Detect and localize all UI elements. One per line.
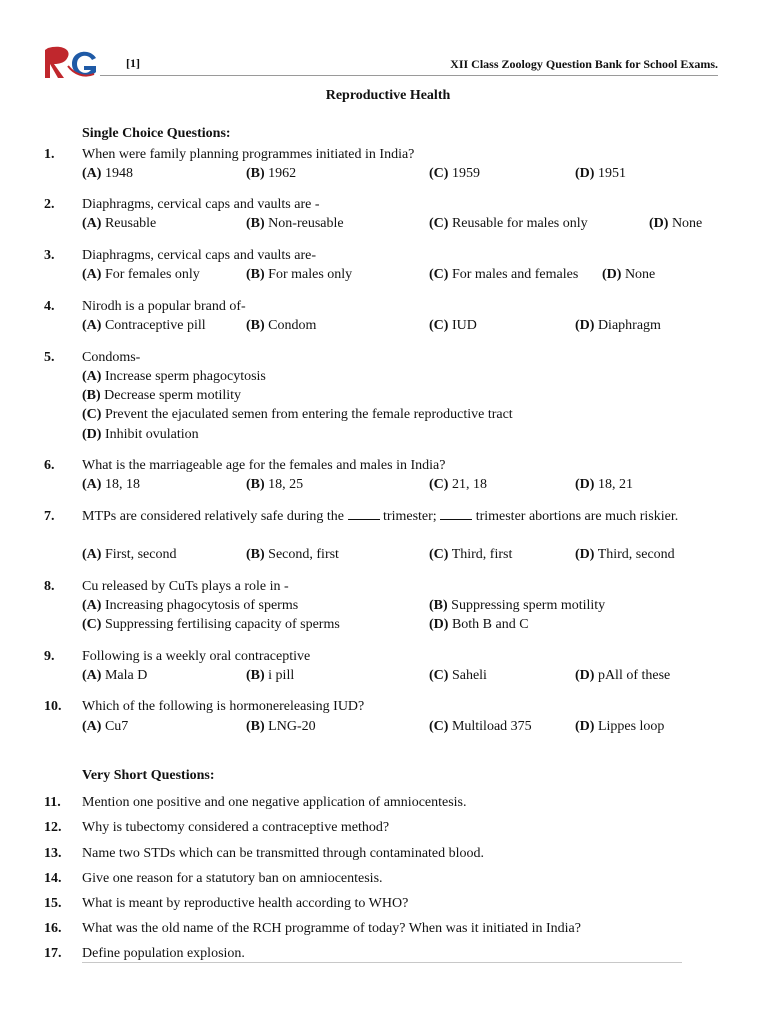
- options-row: [82, 615, 742, 634]
- option-d: (D) Lippes loop: [575, 719, 665, 734]
- option-d: (D) pAll of these: [575, 668, 671, 683]
- option-a: (A) Increasing phagocytosis of sperms: [82, 598, 299, 613]
- question-text: Mention one positive and one negative application of amniocentesis.: [82, 795, 467, 810]
- brand-logo: [44, 44, 102, 84]
- question-text: Which of the following is hormonereleasing IUD?: [82, 699, 365, 714]
- option-d: (D) Both B and C: [429, 617, 529, 632]
- question-number: 4.: [44, 299, 55, 314]
- option-a: (A) Cu7: [82, 719, 129, 734]
- question-text: Condoms-: [82, 350, 141, 365]
- answer-blank: [348, 507, 380, 520]
- question-text: What is the marriageable age for the females and males in India?: [82, 458, 446, 473]
- question-text: Diaphragms, cervical caps and vaults are-: [82, 248, 317, 263]
- option-b: (B) i pill: [246, 668, 295, 683]
- option-d: (D) Diaphragm: [575, 318, 661, 333]
- option-c: (C) For males and females: [429, 267, 579, 282]
- option-c: (C) IUD: [429, 318, 477, 333]
- option-c: (C) Multiload 375: [429, 719, 532, 734]
- option-c: (C) Prevent the ejaculated semen from entering the female reproductive tract: [82, 407, 513, 422]
- option-d: (D) None: [649, 216, 703, 231]
- option-c: (C) Third, first: [429, 547, 513, 562]
- option-d: (D) None: [602, 267, 656, 282]
- question-number: 8.: [44, 579, 55, 594]
- question-number: 13.: [44, 846, 62, 861]
- question-number: 3.: [44, 248, 55, 263]
- question-number: 14.: [44, 871, 62, 886]
- question-number: 17.: [44, 946, 62, 961]
- option-c: (C) Saheli: [429, 668, 487, 683]
- question-number: 12.: [44, 820, 62, 835]
- option-b: (B) Suppressing sperm motility: [429, 598, 606, 613]
- options-row: [82, 545, 742, 564]
- option-d: (D) Inhibit ovulation: [82, 427, 199, 442]
- question-text: Nirodh is a popular brand of-: [82, 299, 246, 314]
- question-number: 9.: [44, 649, 55, 664]
- page-title: Reproductive Health: [325, 88, 451, 103]
- options-row: [82, 596, 742, 615]
- question-text: Diaphragms, cervical caps and vaults are -: [82, 197, 320, 212]
- options-row: [82, 164, 742, 183]
- question-text: Following is a weekly oral contraceptive: [82, 649, 311, 664]
- option-b: (B) Decrease sperm motility: [82, 388, 242, 403]
- option-b: (B) Second, first: [246, 547, 339, 562]
- option-a: (A) Mala D: [82, 668, 148, 683]
- options-row: [82, 214, 742, 233]
- option-b: (B) 18, 25: [246, 477, 304, 492]
- header-divider: [100, 75, 718, 76]
- section-heading-very-short: Very Short Questions:: [82, 768, 215, 783]
- question-text: Give one reason for a statutory ban on amniocentesis.: [82, 871, 383, 886]
- option-b: (B) Condom: [246, 318, 317, 333]
- option-a: (A) 1948: [82, 166, 133, 181]
- option-c: (C) Suppressing fertilising capacity of sperms: [82, 617, 340, 632]
- option-d: (D) 18, 21: [575, 477, 633, 492]
- question-text: Define population explosion.: [82, 946, 245, 961]
- question-number: 2.: [44, 197, 55, 212]
- option-b: (B) LNG-20: [246, 719, 316, 734]
- question-text: Cu released by CuTs plays a role in -: [82, 579, 289, 594]
- option-d: (D) 1951: [575, 166, 626, 181]
- question-text: MTPs are considered relatively safe during the trimester; trimester abortions are much riskier.: [82, 509, 679, 524]
- option-b: (B) 1962: [246, 166, 297, 181]
- options-row: [82, 717, 742, 736]
- option-a: (A) Contraceptive pill: [82, 318, 206, 333]
- question-text: Why is tubectomy considered a contraceptive method?: [82, 820, 390, 835]
- option-c: (C) 1959: [429, 166, 480, 181]
- option-a: (A) For females only: [82, 267, 200, 282]
- option-c: (C) 21, 18: [429, 477, 487, 492]
- options-row: [82, 666, 742, 685]
- question-number: 11.: [44, 795, 61, 810]
- question-number: 5.: [44, 350, 55, 365]
- question-number: 15.: [44, 896, 62, 911]
- footer-divider: [82, 962, 682, 963]
- option-d: (D) Third, second: [575, 547, 675, 562]
- option-a: (A) 18, 18: [82, 477, 140, 492]
- book-title: XII Class Zoology Question Bank for School Exams.: [450, 57, 718, 71]
- option-a: (A) First, second: [82, 547, 177, 562]
- question-text: What was the old name of the RCH programme of today? When was it initiated in India?: [82, 921, 581, 936]
- options-row: [82, 475, 742, 494]
- question-number: 6.: [44, 458, 55, 473]
- answer-blank: [440, 507, 472, 520]
- option-b: (B) Non-reusable: [246, 216, 344, 231]
- question-number: 7.: [44, 509, 55, 524]
- option-a: (A) Increase sperm phagocytosis: [82, 369, 266, 384]
- section-heading-single-choice: Single Choice Questions:: [82, 126, 231, 141]
- option-b: (B) For males only: [246, 267, 353, 282]
- page-number: [1]: [126, 56, 140, 70]
- question-number: 10.: [44, 699, 62, 714]
- question-number: 16.: [44, 921, 62, 936]
- options-row: [82, 316, 742, 335]
- options-row: [82, 265, 742, 284]
- option-a: (A) Reusable: [82, 216, 157, 231]
- option-c: (C) Reusable for males only: [429, 216, 588, 231]
- question-number: 1.: [44, 147, 55, 162]
- question-text: When were family planning programmes initiated in India?: [82, 147, 415, 162]
- question-text: Name two STDs which can be transmitted through contaminated blood.: [82, 846, 485, 861]
- question-text: What is meant by reproductive health according to WHO?: [82, 896, 409, 911]
